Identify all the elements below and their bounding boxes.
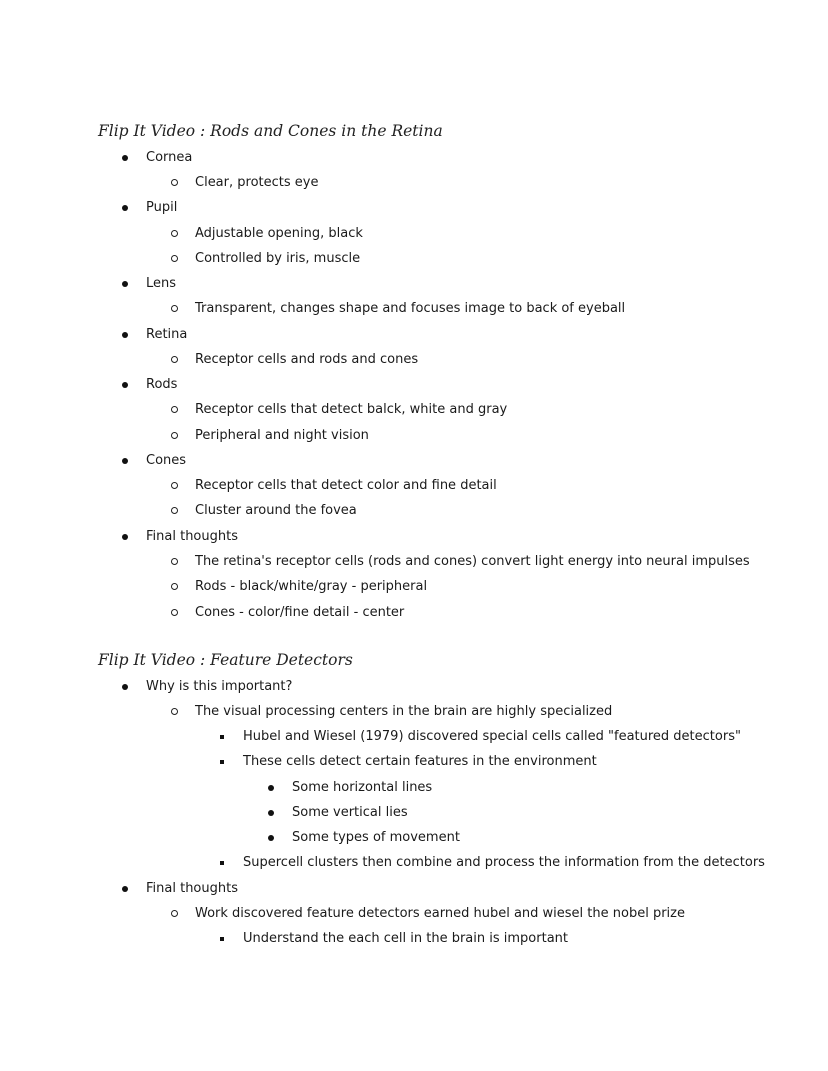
list-item — [171, 901, 685, 926]
list-item — [171, 221, 363, 246]
list-item — [122, 271, 176, 296]
disc-bullet-icon — [122, 382, 128, 388]
list-item — [171, 600, 404, 625]
square-bullet-icon — [220, 760, 224, 764]
circle-bullet-icon — [171, 583, 178, 590]
disc-bullet-icon — [122, 155, 128, 161]
list-item — [220, 749, 597, 774]
list-item — [171, 498, 357, 523]
circle-bullet-icon — [171, 609, 178, 616]
list-item-text: Final thoughts — [146, 881, 238, 896]
section-title-retina: Flip It Video : Rods and Cones in the Retina — [98, 122, 443, 140]
list-item-text: Cones - color/fine detail - center — [195, 605, 405, 620]
disc-bullet-icon — [122, 281, 128, 287]
list-item — [122, 524, 238, 549]
list-item-text: Receptor cells and rods and cones — [195, 352, 419, 367]
circle-bullet-icon — [171, 482, 178, 489]
disc-bullet-icon — [268, 835, 274, 841]
list-item-text: Retina — [146, 327, 188, 342]
list-item-text: Why is this important? — [146, 679, 293, 694]
list-item — [122, 195, 177, 220]
list-item-text: Receptor cells that detect balck, white and gray — [195, 402, 508, 417]
section-title-feature-detectors: Flip It Video : Feature Detectors — [98, 651, 353, 669]
list-item — [122, 145, 192, 170]
circle-bullet-icon — [171, 708, 178, 715]
circle-bullet-icon — [171, 558, 178, 565]
list-item — [122, 372, 177, 397]
list-item-text: Rods — [146, 377, 178, 392]
circle-bullet-icon — [171, 230, 178, 237]
list-item-text: Pupil — [146, 200, 178, 215]
list-item-text: The visual processing centers in the brain are highly specialized — [195, 704, 613, 719]
circle-bullet-icon — [171, 305, 178, 312]
list-item — [171, 347, 418, 372]
list-item-text: Supercell clusters then combine and process the information from the detectors — [243, 855, 765, 870]
list-item — [171, 423, 369, 448]
list-item — [122, 674, 292, 699]
list-item — [171, 473, 497, 498]
list-item-text: Adjustable opening, black — [195, 226, 363, 241]
list-item — [220, 850, 765, 875]
circle-bullet-icon — [171, 356, 178, 363]
disc-bullet-icon — [122, 684, 128, 690]
list-item — [171, 296, 625, 321]
square-bullet-icon — [220, 735, 224, 739]
list-item-text: Clear, protects eye — [195, 175, 319, 190]
list-item — [122, 876, 238, 901]
list-item-text: The retina's receptor cells (rods and cones) convert light energy into neural impulses — [195, 554, 750, 569]
disc-bullet-icon — [122, 332, 128, 338]
disc-bullet-icon — [122, 205, 128, 211]
disc-bullet-icon — [122, 886, 128, 892]
circle-bullet-icon — [171, 910, 178, 917]
list-item-text: These cells detect certain features in the environment — [243, 754, 597, 769]
list-item — [171, 699, 612, 724]
list-item-text: Work discovered feature detectors earned hubel and wiesel the nobel prize — [195, 906, 685, 921]
list-item — [171, 397, 507, 422]
square-bullet-icon — [220, 861, 224, 865]
list-item-text: Rods - black/white/gray - peripheral — [195, 579, 428, 594]
list-item-text: Final thoughts — [146, 529, 238, 544]
list-item-text: Cluster around the fovea — [195, 503, 357, 518]
list-item — [122, 322, 187, 347]
list-item — [268, 775, 432, 800]
disc-bullet-icon — [268, 785, 274, 791]
square-bullet-icon — [220, 937, 224, 941]
circle-bullet-icon — [171, 406, 178, 413]
list-item — [220, 724, 741, 749]
disc-bullet-icon — [268, 810, 274, 816]
list-item — [122, 448, 186, 473]
list-item — [171, 549, 750, 574]
list-item — [268, 800, 408, 825]
list-item — [171, 246, 360, 271]
circle-bullet-icon — [171, 507, 178, 514]
list-item — [268, 825, 460, 850]
list-item — [220, 926, 568, 951]
disc-bullet-icon — [122, 534, 128, 540]
list-item-text: Transparent, changes shape and focuses image to back of eyeball — [195, 301, 626, 316]
list-item-text: Receptor cells that detect color and fine detail — [195, 478, 497, 493]
list-item-text: Cornea — [146, 150, 193, 165]
list-item — [171, 170, 318, 195]
disc-bullet-icon — [122, 458, 128, 464]
list-item-text: Cones — [146, 453, 187, 468]
list-item-text: Lens — [146, 276, 177, 291]
list-item-text: Controlled by iris, muscle — [195, 251, 361, 266]
list-item-text: Some types of movement — [292, 830, 460, 845]
circle-bullet-icon — [171, 255, 178, 262]
circle-bullet-icon — [171, 432, 178, 439]
list-item-text: Some horizontal lines — [292, 780, 433, 795]
list-item-text: Some vertical lies — [292, 805, 408, 820]
list-item — [171, 574, 427, 599]
list-item-text: Peripheral and night vision — [195, 428, 369, 443]
circle-bullet-icon — [171, 179, 178, 186]
list-item-text: Understand the each cell in the brain is important — [243, 931, 568, 946]
list-item-text: Hubel and Wiesel (1979) discovered special cells called "featured detectors" — [243, 729, 741, 744]
